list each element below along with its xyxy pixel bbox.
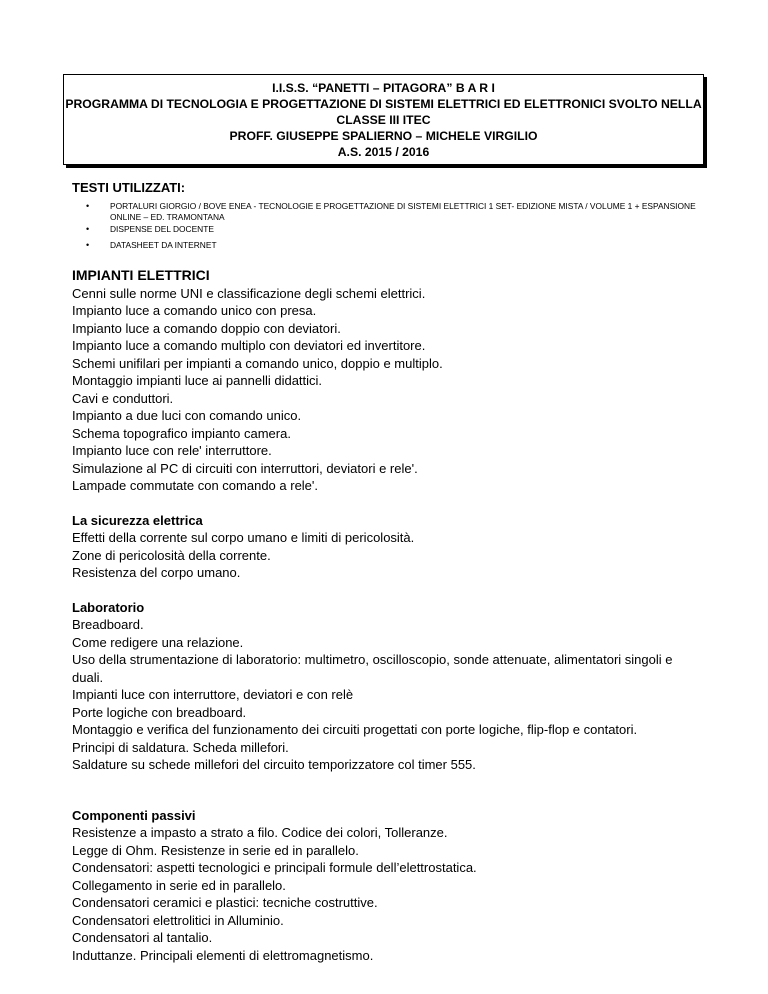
- list-item: Principi di saldatura. Scheda millefori.: [72, 739, 289, 755]
- section-title-componenti: Componenti passivi: [72, 807, 196, 823]
- bullet-icon: •: [86, 224, 90, 234]
- list-item: Schemi unifilari per impianti a comando unico, doppio e multiplo.: [72, 355, 443, 371]
- program-content: [72, 267, 702, 964]
- section-title-impianti: IMPIANTI ELETTRICI: [72, 267, 210, 283]
- section-sicurezza: [72, 529, 702, 582]
- list-item: Montaggio e verifica del funzionamento dei circuiti progettati con porte logiche, flip-flop e contatori.: [72, 722, 638, 737]
- list-item: Impianto a due luci con comando unico.: [72, 408, 302, 423]
- texts-title: TESTI UTILIZZATI:: [72, 180, 186, 195]
- list-item: Condensatori: aspetti tecnologici e principali formule dell’elettrostatica.: [72, 860, 477, 875]
- texts-list: [72, 201, 712, 251]
- list-item: Impianti luce con interruttore, deviatori e con relè: [72, 687, 354, 702]
- list-item: Legge di Ohm. Resistenze in serie ed in parallelo.: [72, 842, 359, 858]
- teachers: PROFF. GIUSEPPE SPALIERNO – MICHELE VIRGILIO: [229, 128, 538, 143]
- list-item: Impianto luce a comando unico con presa.: [72, 303, 317, 318]
- list-item: Uso della strumentazione di laboratorio: multimetro, oscilloscopio, sonde attenuate, alimentatori singoli e duali.: [72, 652, 673, 685]
- texts-section: [72, 180, 712, 252]
- program-title: PROGRAMMA DI TECNOLOGIA E PROGETTAZIONE DI SISTEMI ELETTRICI ED ELETTRONICI SVOLTO NELLA: [65, 96, 702, 111]
- list-item: Condensatori ceramici e plastici: tecniche costruttive.: [72, 895, 378, 910]
- bullet-icon: •: [86, 240, 90, 250]
- list-item: Impianto luce a comando doppio con deviatori.: [72, 320, 341, 336]
- list-item: Collegamento in serie ed in parallelo.: [72, 877, 286, 893]
- bullet-icon: •: [86, 201, 90, 211]
- list-item: Lampade commutate con comando a rele'.: [72, 478, 319, 493]
- section-title-sicurezza: La sicurezza elettrica: [72, 512, 203, 528]
- list-item: Schema topografico impianto camera.: [72, 425, 291, 441]
- school-name: I.I.S.S. “PANETTI – PITAGORA” B A R I: [272, 80, 495, 95]
- list-item: Montaggio impianti luce ai pannelli didattici.: [72, 373, 323, 388]
- section-title-laboratorio: Laboratorio: [72, 599, 145, 615]
- list-item: Come redigere una relazione.: [72, 634, 244, 650]
- header-box: [63, 74, 704, 165]
- section-componenti: [72, 824, 702, 964]
- list-item: Simulazione al PC di circuiti con interruttori, deviatori e rele'.: [72, 460, 418, 476]
- list-item: Condensatori al tantalio.: [72, 930, 213, 945]
- list-item: Breadboard.: [72, 617, 144, 632]
- list-item: Cenni sulle norme UNI e classificazione degli schemi elettrici.: [72, 285, 426, 301]
- list-item: Zone di pericolosità della corrente.: [72, 547, 271, 563]
- list-item: Resistenza del corpo umano.: [72, 565, 241, 580]
- list-item: Effetti della corrente sul corpo umano e limiti di pericolosità.: [72, 530, 415, 545]
- list-item: Porte logiche con breadboard.: [72, 704, 247, 720]
- section-laboratorio: [72, 616, 702, 774]
- list-item: Saldature su schede millefori del circuito temporizzatore col timer 555.: [72, 757, 476, 772]
- list-item: Induttanze. Principali elementi di elettromagnetismo.: [72, 947, 374, 963]
- school-year: A.S. 2015 / 2016: [337, 144, 430, 159]
- list-item: • DISPENSE DEL DOCENTE: [86, 224, 214, 234]
- class-name: CLASSE III ITEC: [336, 112, 431, 127]
- list-item: Impianto luce a comando multiplo con deviatori ed invertitore.: [72, 338, 426, 353]
- section-impianti: [72, 285, 702, 495]
- list-item: Cavi e conduttori.: [72, 390, 174, 406]
- list-item: Resistenze a impasto a strato a filo. Codice dei colori, Tolleranze.: [72, 825, 448, 840]
- list-item: Impianto luce con rele' interruttore.: [72, 443, 272, 458]
- list-item: • DATASHEET DA INTERNET: [86, 240, 217, 250]
- list-item: Condensatori elettrolitici in Alluminio.: [72, 912, 284, 928]
- list-item: • PORTALURI GIORGIO / BOVE ENEA - TECNOLOGIE E PROGETTAZIONE DI SISTEMI ELETTRICI 1 SET- EDIZIONE MISTA / VOLUME 1 + ESPANSIONE ONLINE – ED. TRAMONTANA: [86, 201, 696, 222]
